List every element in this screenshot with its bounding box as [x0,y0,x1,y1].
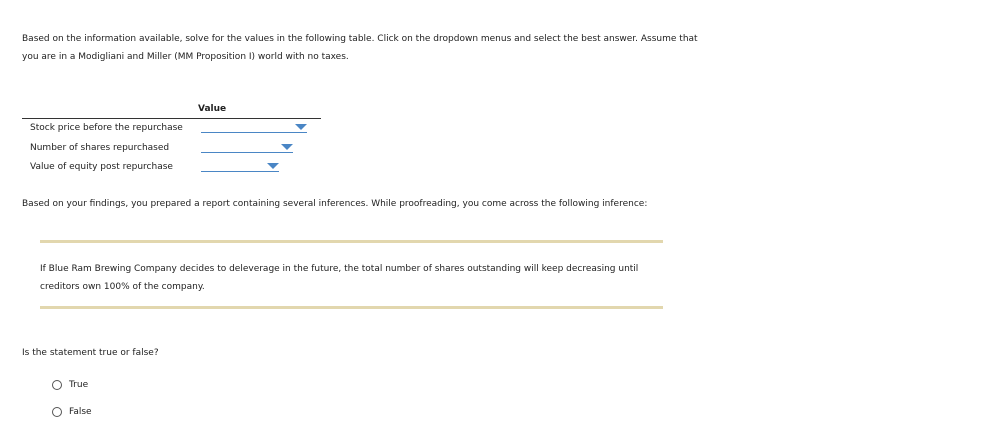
inference-line-1: If Blue Ram Brewing Company decides to deleverage in the future, the total number of shares outstanding will keep decreasing until [40,264,639,274]
radio-false[interactable] [52,407,92,417]
value-column-header: Value [198,104,227,114]
instructions [22,30,712,66]
radio-empty-icon[interactable] [52,380,62,390]
table-header-divider [22,118,321,119]
caret-down-icon [295,124,307,130]
row-label-shares-repurchased: Number of shares repurchased [30,143,170,153]
question-prompt: Is the statement true or false? [22,348,159,358]
radio-empty-icon[interactable] [52,407,62,417]
instructions-line-1: Based on the information available, solve for the values in the following table. Click on the dropdown menus and select the best answer. Assume that [22,34,698,44]
shares-repurchased-dropdown[interactable] [201,142,293,153]
radio-true[interactable] [52,380,88,390]
stock-price-dropdown[interactable] [201,122,307,133]
equity-value-dropdown[interactable] [201,161,279,172]
radio-true-label: True [69,380,89,390]
inference-statement [40,260,660,296]
callout-top-border [40,240,663,243]
row-label-stock-price: Stock price before the repurchase [30,123,183,133]
radio-false-label: False [69,407,92,417]
row-label-equity-value: Value of equity post repurchase [30,162,173,172]
caret-down-icon [281,144,293,150]
callout-bottom-border [40,306,663,309]
instructions-line-2: you are in a Modigliani and Miller (MM Proposition I) world with no taxes. [22,52,349,62]
caret-down-icon [267,163,279,169]
inference-line-2: creditors own 100% of the company. [40,282,205,292]
findings-text: Based on your findings, you prepared a report containing several inferences. While proofreading, you come across the following inference: [22,199,648,209]
